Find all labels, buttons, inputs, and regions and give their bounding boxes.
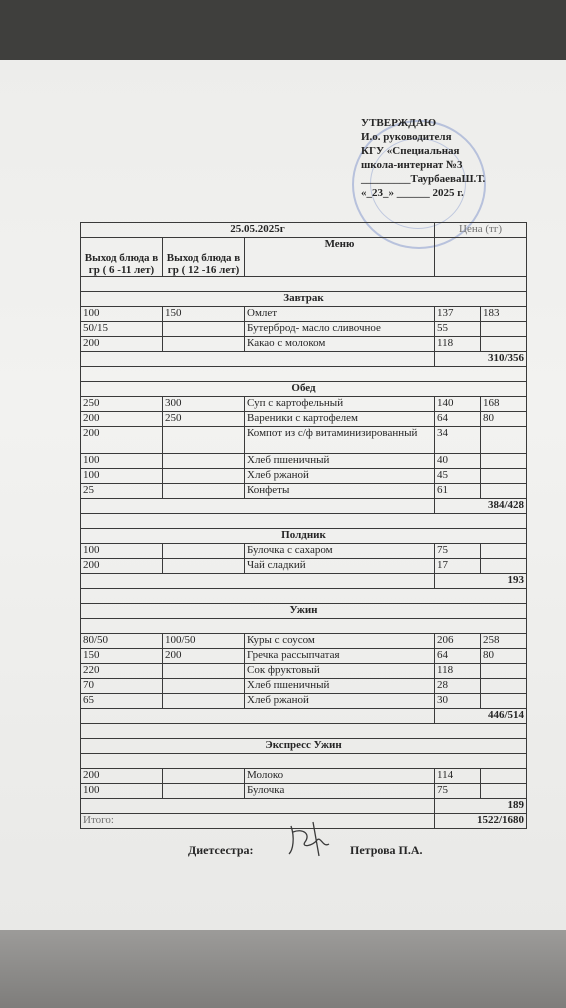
section-title-row bbox=[81, 292, 527, 307]
menu-header: Меню bbox=[245, 238, 435, 277]
output-senior: 150 bbox=[163, 307, 245, 322]
menu-table bbox=[80, 222, 527, 829]
output-senior bbox=[163, 484, 245, 499]
section-subtotal: 446/514 bbox=[435, 709, 527, 724]
price-junior: 40 bbox=[435, 454, 481, 469]
approval-block bbox=[361, 116, 485, 200]
section-title-row bbox=[81, 529, 527, 544]
approval-line: КГУ «Специальная bbox=[361, 145, 460, 157]
output-senior bbox=[163, 784, 245, 799]
spacer-row bbox=[81, 619, 527, 634]
dish-name: Хлеб ржаной bbox=[245, 469, 435, 484]
dish-name: Вареники с картофелем bbox=[245, 412, 435, 427]
output-junior: 65 bbox=[81, 694, 163, 709]
signature-role: Диетсестра: bbox=[188, 843, 254, 857]
blank-cell bbox=[81, 709, 435, 724]
dish-name: Компот из с/ф витаминизированный bbox=[245, 427, 435, 454]
approval-line: _________ТаурбаеваШ.Т. bbox=[361, 173, 486, 185]
blank-cell bbox=[81, 499, 435, 514]
price-senior: 80 bbox=[481, 412, 527, 427]
output-senior: 100/50 bbox=[163, 634, 245, 649]
spacer-row bbox=[81, 754, 527, 769]
price-senior bbox=[481, 769, 527, 784]
date-cell: 25.05.2025г bbox=[81, 223, 435, 238]
price-senior bbox=[481, 322, 527, 337]
output-senior: 200 bbox=[163, 649, 245, 664]
price-junior: 64 bbox=[435, 649, 481, 664]
col1-header: Выход блюда в гр ( 6 -11 лет) bbox=[81, 238, 163, 277]
dish-name: Гречка рассыпчатая bbox=[245, 649, 435, 664]
section-title: Полдник bbox=[81, 529, 527, 544]
subtotal-row bbox=[81, 499, 527, 514]
output-junior: 50/15 bbox=[81, 322, 163, 337]
handwritten-signature bbox=[283, 818, 343, 860]
price-junior: 45 bbox=[435, 469, 481, 484]
menu-row bbox=[81, 679, 527, 694]
price-junior: 118 bbox=[435, 337, 481, 352]
section-subtotal: 310/356 bbox=[435, 352, 527, 367]
section-title: Экспресс Ужин bbox=[81, 739, 527, 754]
output-senior bbox=[163, 694, 245, 709]
blank-cell bbox=[81, 754, 527, 769]
output-senior bbox=[163, 544, 245, 559]
price-senior bbox=[481, 469, 527, 484]
price-junior: 118 bbox=[435, 664, 481, 679]
signature-name: Петрова П.А. bbox=[350, 843, 423, 857]
subtotal-row bbox=[81, 799, 527, 814]
price-junior: 114 bbox=[435, 769, 481, 784]
output-junior: 200 bbox=[81, 559, 163, 574]
section-subtotal: 189 bbox=[435, 799, 527, 814]
background-top bbox=[0, 0, 566, 62]
price-senior bbox=[481, 544, 527, 559]
dish-name: Конфеты bbox=[245, 484, 435, 499]
blank-cell bbox=[81, 352, 435, 367]
dish-name: Куры с соусом bbox=[245, 634, 435, 649]
menu-row bbox=[81, 664, 527, 679]
dish-name: Хлеб пшеничный bbox=[245, 454, 435, 469]
dish-name: Хлеб ржаной bbox=[245, 694, 435, 709]
output-senior bbox=[163, 427, 245, 454]
price-junior: 28 bbox=[435, 679, 481, 694]
blank-cell bbox=[81, 589, 527, 604]
blank-cell bbox=[81, 619, 527, 634]
section-title: Обед bbox=[81, 382, 527, 397]
price-junior: 17 bbox=[435, 559, 481, 574]
section-subtotal: 384/428 bbox=[435, 499, 527, 514]
spacer-row bbox=[81, 277, 527, 292]
output-junior: 100 bbox=[81, 544, 163, 559]
blank-cell bbox=[81, 514, 527, 529]
menu-row bbox=[81, 412, 527, 427]
spacer-row bbox=[81, 724, 527, 739]
price-junior: 34 bbox=[435, 427, 481, 454]
output-junior: 100 bbox=[81, 307, 163, 322]
approval-line: УТВЕРЖДАЮ bbox=[361, 117, 437, 129]
blank-cell bbox=[81, 574, 435, 589]
menu-row bbox=[81, 397, 527, 412]
menu-row bbox=[81, 784, 527, 799]
output-senior bbox=[163, 679, 245, 694]
output-senior bbox=[163, 322, 245, 337]
menu-row bbox=[81, 484, 527, 499]
approval-line: И.о. руководителя bbox=[361, 131, 452, 143]
section-title-row bbox=[81, 382, 527, 397]
output-junior: 200 bbox=[81, 427, 163, 454]
menu-row bbox=[81, 694, 527, 709]
output-junior: 80/50 bbox=[81, 634, 163, 649]
price-senior bbox=[481, 694, 527, 709]
output-junior: 100 bbox=[81, 784, 163, 799]
price-senior bbox=[481, 484, 527, 499]
output-junior: 70 bbox=[81, 679, 163, 694]
menu-row bbox=[81, 634, 527, 649]
price-senior: 80 bbox=[481, 649, 527, 664]
price-senior: 183 bbox=[481, 307, 527, 322]
price-senior bbox=[481, 679, 527, 694]
price-senior bbox=[481, 454, 527, 469]
dish-name: Суп с картофельный bbox=[245, 397, 435, 412]
price-header-blank bbox=[435, 238, 527, 277]
output-senior bbox=[163, 559, 245, 574]
output-junior: 100 bbox=[81, 454, 163, 469]
menu-row bbox=[81, 769, 527, 784]
menu-row bbox=[81, 544, 527, 559]
price-junior: 75 bbox=[435, 544, 481, 559]
section-title-row bbox=[81, 604, 527, 619]
output-senior bbox=[163, 454, 245, 469]
blank-cell bbox=[81, 799, 435, 814]
menu-row bbox=[81, 337, 527, 352]
dish-name: Молоко bbox=[245, 769, 435, 784]
price-junior: 64 bbox=[435, 412, 481, 427]
menu-row bbox=[81, 427, 527, 454]
price-junior: 137 bbox=[435, 307, 481, 322]
price-senior: 168 bbox=[481, 397, 527, 412]
output-junior: 100 bbox=[81, 469, 163, 484]
output-senior: 250 bbox=[163, 412, 245, 427]
blank-cell bbox=[81, 367, 527, 382]
col2-header: Выход блюда в гр ( 12 -16 лет) bbox=[163, 238, 245, 277]
total-label: Итого: bbox=[81, 814, 435, 829]
subtotal-row bbox=[81, 574, 527, 589]
price-junior: 140 bbox=[435, 397, 481, 412]
price-senior bbox=[481, 784, 527, 799]
menu-row bbox=[81, 454, 527, 469]
blank-cell bbox=[81, 724, 527, 739]
price-senior bbox=[481, 559, 527, 574]
output-senior bbox=[163, 769, 245, 784]
dish-name: Булочка с сахаром bbox=[245, 544, 435, 559]
price-junior: 61 bbox=[435, 484, 481, 499]
blank-cell bbox=[81, 277, 527, 292]
menu-row bbox=[81, 322, 527, 337]
section-title-row bbox=[81, 739, 527, 754]
output-junior: 250 bbox=[81, 397, 163, 412]
dish-name: Хлеб пшеничный bbox=[245, 679, 435, 694]
price-junior: 206 bbox=[435, 634, 481, 649]
background-bottom bbox=[0, 930, 566, 1008]
approval-line: «_23_» ______ 2025 г. bbox=[361, 187, 464, 199]
dish-name: Бутерброд- масло сливочное bbox=[245, 322, 435, 337]
price-header: Цена (тг) bbox=[435, 223, 527, 238]
output-junior: 150 bbox=[81, 649, 163, 664]
spacer-row bbox=[81, 514, 527, 529]
dish-name: Какао с молоком bbox=[245, 337, 435, 352]
price-senior bbox=[481, 427, 527, 454]
price-junior: 30 bbox=[435, 694, 481, 709]
spacer-row bbox=[81, 367, 527, 382]
subtotal-row bbox=[81, 352, 527, 367]
menu-row bbox=[81, 307, 527, 322]
section-title: Завтрак bbox=[81, 292, 527, 307]
output-senior bbox=[163, 337, 245, 352]
price-senior: 258 bbox=[481, 634, 527, 649]
menu-row bbox=[81, 469, 527, 484]
output-junior: 25 bbox=[81, 484, 163, 499]
menu-row bbox=[81, 649, 527, 664]
output-senior bbox=[163, 664, 245, 679]
section-title: Ужин bbox=[81, 604, 527, 619]
output-junior: 200 bbox=[81, 412, 163, 427]
menu-row bbox=[81, 559, 527, 574]
output-junior: 220 bbox=[81, 664, 163, 679]
approval-line: школа-интернат №3 bbox=[361, 159, 463, 171]
spacer-row bbox=[81, 589, 527, 604]
price-junior: 55 bbox=[435, 322, 481, 337]
section-subtotal: 193 bbox=[435, 574, 527, 589]
output-junior: 200 bbox=[81, 769, 163, 784]
dish-name: Булочка bbox=[245, 784, 435, 799]
output-senior bbox=[163, 469, 245, 484]
total-value: 1522/1680 bbox=[435, 814, 527, 829]
output-junior: 200 bbox=[81, 337, 163, 352]
price-senior bbox=[481, 337, 527, 352]
output-senior: 300 bbox=[163, 397, 245, 412]
dish-name: Сок фруктовый bbox=[245, 664, 435, 679]
price-junior: 75 bbox=[435, 784, 481, 799]
price-senior bbox=[481, 664, 527, 679]
dish-name: Омлет bbox=[245, 307, 435, 322]
subtotal-row bbox=[81, 709, 527, 724]
dish-name: Чай сладкий bbox=[245, 559, 435, 574]
